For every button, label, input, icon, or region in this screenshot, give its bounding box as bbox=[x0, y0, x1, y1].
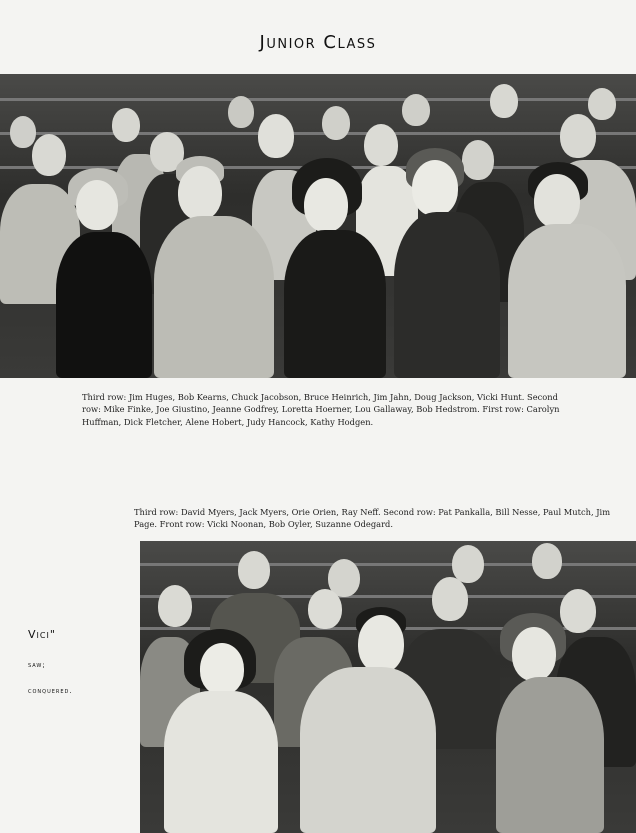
class-photo-bottom bbox=[140, 541, 636, 833]
caption-top-text: Third row: Jim Huges, Bob Kearns, Chuck Jacobson, Bruce Heinrich, Jim Jahn, Doug Jackson, Vicki Hunt. Second row: Mike Finke, Joe Giustino, Jeanne Godfrey, Loretta Hoerner, Lou Gallaway, Bob Hedstrom. First row: Carolyn Huffman, Dick Fletcher, Alene Hobert, Judy Hancock, Kathy Hodgen. bbox=[82, 392, 560, 427]
caption-top bbox=[82, 391, 572, 428]
side-text-line3: conquered. bbox=[28, 687, 73, 695]
caption-bottom-text: Third row: David Myers, Jack Myers, Orie Orien, Ray Neff. Second row: Pat Pankalla, Bill Nesse, Paul Mutch, Jim Page. Front row: Vicki Noonan, Bob Oyler, Suzanne Odegard. bbox=[134, 507, 611, 530]
page-title: Junior Class bbox=[259, 32, 377, 53]
class-photo-top bbox=[0, 74, 636, 378]
caption-bottom bbox=[134, 506, 620, 531]
side-text-line1: Vici" bbox=[28, 628, 56, 641]
side-text-line2: saw; bbox=[28, 661, 46, 669]
